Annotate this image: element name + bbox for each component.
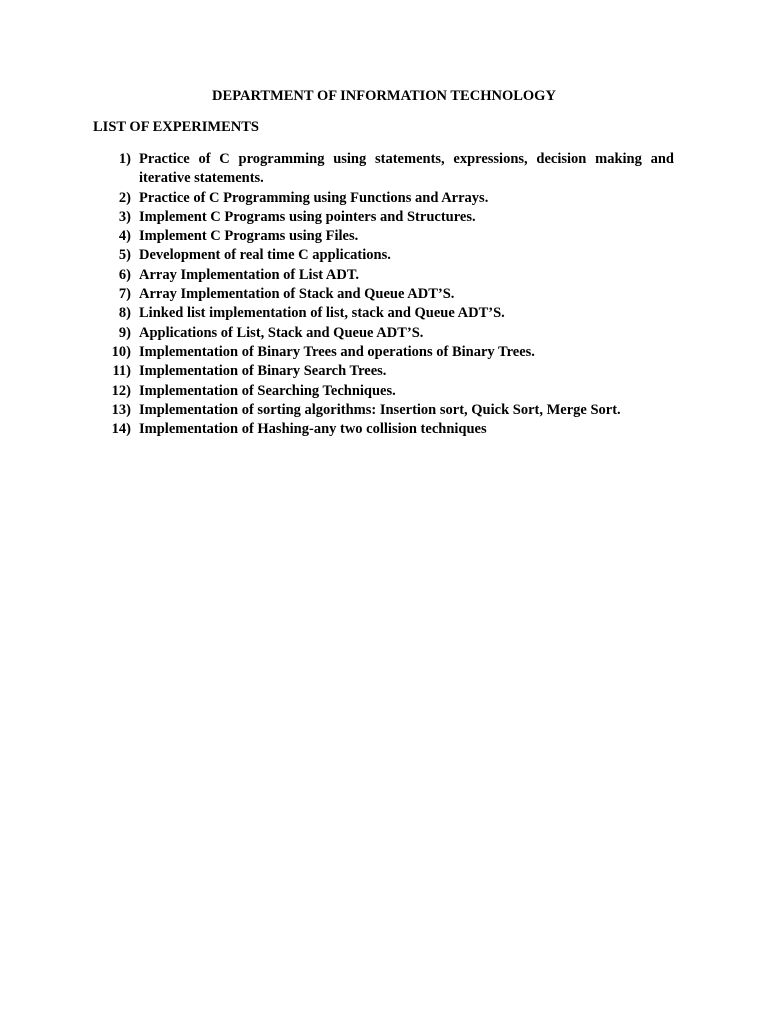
list-item [0, 343, 674, 362]
list-item [0, 382, 674, 401]
list-item [0, 189, 674, 208]
list-item [0, 324, 674, 343]
list-item-text: Practice of C programming using statements, expressions, decision making and iterative statements. [139, 151, 674, 187]
list-item [0, 420, 674, 439]
list-item-text: Array Implementation of List ADT. [139, 266, 360, 283]
list-item [0, 285, 674, 304]
list-item-text: Implementation of sorting algorithms: Insertion sort, Quick Sort, Merge Sort. [139, 401, 621, 418]
list-item-number: 1) [118, 151, 131, 167]
list-item-number: 13) [111, 401, 131, 418]
list-item-text: Array Implementation of Stack and Queue ADT’S. [139, 286, 455, 303]
list-item-number: 7) [118, 286, 131, 303]
list-item-text: Implement C Programs using Files. [139, 228, 359, 245]
list-item-text: Implementation of Searching Techniques. [139, 382, 396, 399]
section-heading: LIST OF EXPERIMENTS [93, 119, 259, 135]
list-item-number: 2) [118, 189, 131, 206]
list-item-number: 4) [118, 228, 131, 245]
list-item [0, 304, 674, 323]
list-item [0, 150, 674, 189]
list-item-number: 6) [118, 266, 131, 283]
experiment-list [0, 150, 768, 439]
list-item [0, 208, 674, 227]
list-item-number: 9) [118, 324, 131, 341]
list-item-number: 10) [111, 343, 131, 360]
list-item-text: Development of real time C applications. [139, 247, 391, 264]
list-item-number: 8) [118, 305, 131, 322]
list-item-number: 14) [111, 421, 131, 438]
list-item [0, 362, 674, 381]
list-item-number: 12) [111, 382, 131, 399]
list-item-text: Implementation of Binary Search Trees. [139, 363, 387, 380]
list-item-number: 11) [112, 363, 131, 380]
list-item-text: Linked list implementation of list, stack and Queue ADT’S. [139, 305, 505, 322]
list-item-text: Implement C Programs using pointers and Structures. [139, 208, 476, 225]
list-item-text: Applications of List, Stack and Queue ADT’S. [139, 324, 424, 341]
list-item-number: 3) [118, 208, 131, 225]
list-item-number: 5) [118, 247, 131, 264]
list-item-text: Implementation of Hashing-any two collision techniques [139, 421, 487, 438]
list-item-text: Practice of C Programming using Functions and Arrays. [139, 189, 489, 206]
list-item [0, 246, 674, 265]
list-item-text: Implementation of Binary Trees and operations of Binary Trees. [139, 343, 535, 360]
list-item [0, 227, 674, 246]
list-item [0, 401, 674, 420]
list-item [0, 266, 674, 285]
document-title: DEPARTMENT OF INFORMATION TECHNOLOGY [212, 88, 556, 104]
